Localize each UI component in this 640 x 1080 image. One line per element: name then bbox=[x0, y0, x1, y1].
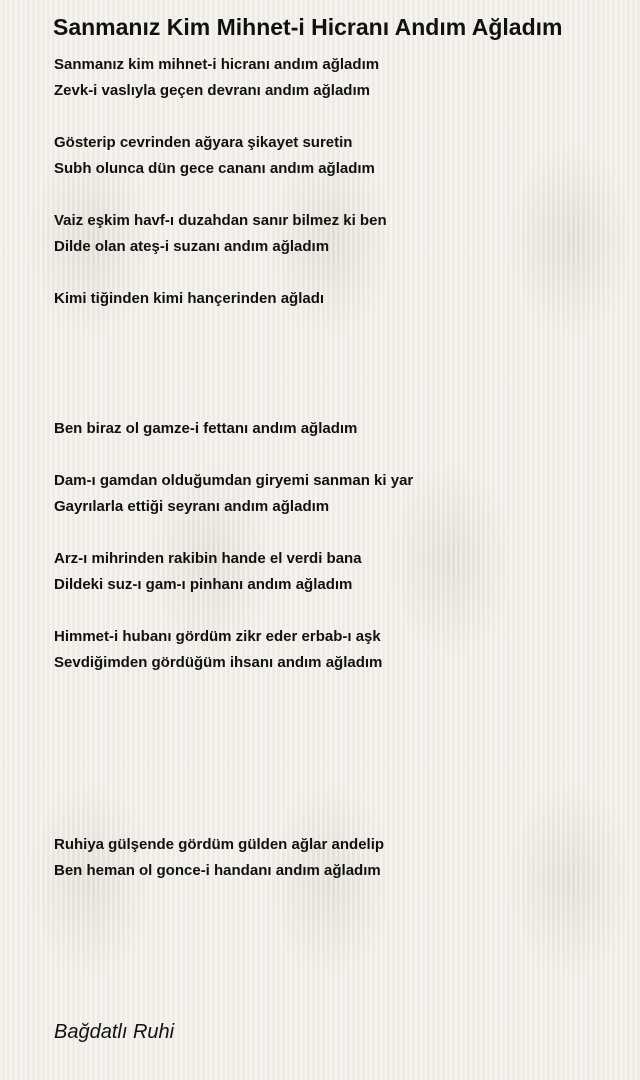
stanza-gap bbox=[54, 182, 624, 208]
stanza-gap bbox=[54, 260, 624, 286]
poem-line: Ben heman ol gonce-i handanı andım ağladım bbox=[54, 862, 381, 879]
poem-line: Dam-ı gamdan olduğumdan giryemi sanman ki yar bbox=[54, 472, 414, 489]
stanza-gap bbox=[54, 780, 624, 806]
poem-author: Bağdatlı Ruhi bbox=[54, 1021, 175, 1043]
poem-line: Kimi tiğinden kimi hançerinden ağladı bbox=[54, 290, 325, 307]
poem-line: Ben biraz ol gamze-i fettanı andım ağladım bbox=[54, 420, 358, 437]
stanza-gap bbox=[54, 338, 624, 364]
poem-line: Sevdiğimden gördüğüm ihsanı andım ağladım bbox=[54, 654, 383, 671]
stanza-gap bbox=[54, 312, 624, 338]
stanza-gap bbox=[54, 598, 624, 624]
poem-line: Himmet-i hubanı gördüm zikr eder erbab-ı aşk bbox=[54, 628, 381, 645]
poem-line: Dilde olan ateş-i suzanı andım ağladım bbox=[54, 238, 330, 255]
stanza-gap bbox=[54, 520, 624, 546]
poem-line: Zevk-i vaslıyla geçen devranı andım ağladım bbox=[54, 82, 370, 99]
stanza-gap bbox=[54, 676, 624, 702]
stanza-gap bbox=[54, 442, 624, 468]
stanza-gap bbox=[54, 702, 624, 728]
stanza-gap bbox=[54, 104, 624, 130]
poem-line: Vaiz eşkim havf-ı duzahdan sanır bilmez ki ben bbox=[54, 212, 387, 229]
poem-line: Ruhiya gülşende gördüm gülden ağlar andelip bbox=[54, 836, 385, 853]
poem-line: Subh olunca dün gece cananı andım ağladım bbox=[54, 160, 375, 177]
stanza-gap bbox=[54, 364, 624, 390]
stanza-gap bbox=[54, 806, 624, 832]
poem-line: Gösterip cevrinden ağyara şikayet suretin bbox=[54, 134, 353, 151]
poem-title: Sanmanız Kim Mihnet-i Hicranı Andım Ağladım bbox=[53, 14, 563, 40]
poem-line: Gayrılarla ettiği seyranı andım ağladım bbox=[54, 498, 330, 515]
poem-body bbox=[54, 52, 624, 884]
poem-line: Dildeki suz-ı gam-ı pinhanı andım ağladım bbox=[54, 576, 353, 593]
poem-line: Arz-ı mihrinden rakibin hande el verdi bana bbox=[54, 550, 362, 567]
stanza-gap bbox=[54, 390, 624, 416]
poem-line: Sanmanız kim mihnet-i hicranı andım ağladım bbox=[54, 56, 380, 73]
stanza-gap bbox=[54, 728, 624, 754]
stanza-gap bbox=[54, 754, 624, 780]
